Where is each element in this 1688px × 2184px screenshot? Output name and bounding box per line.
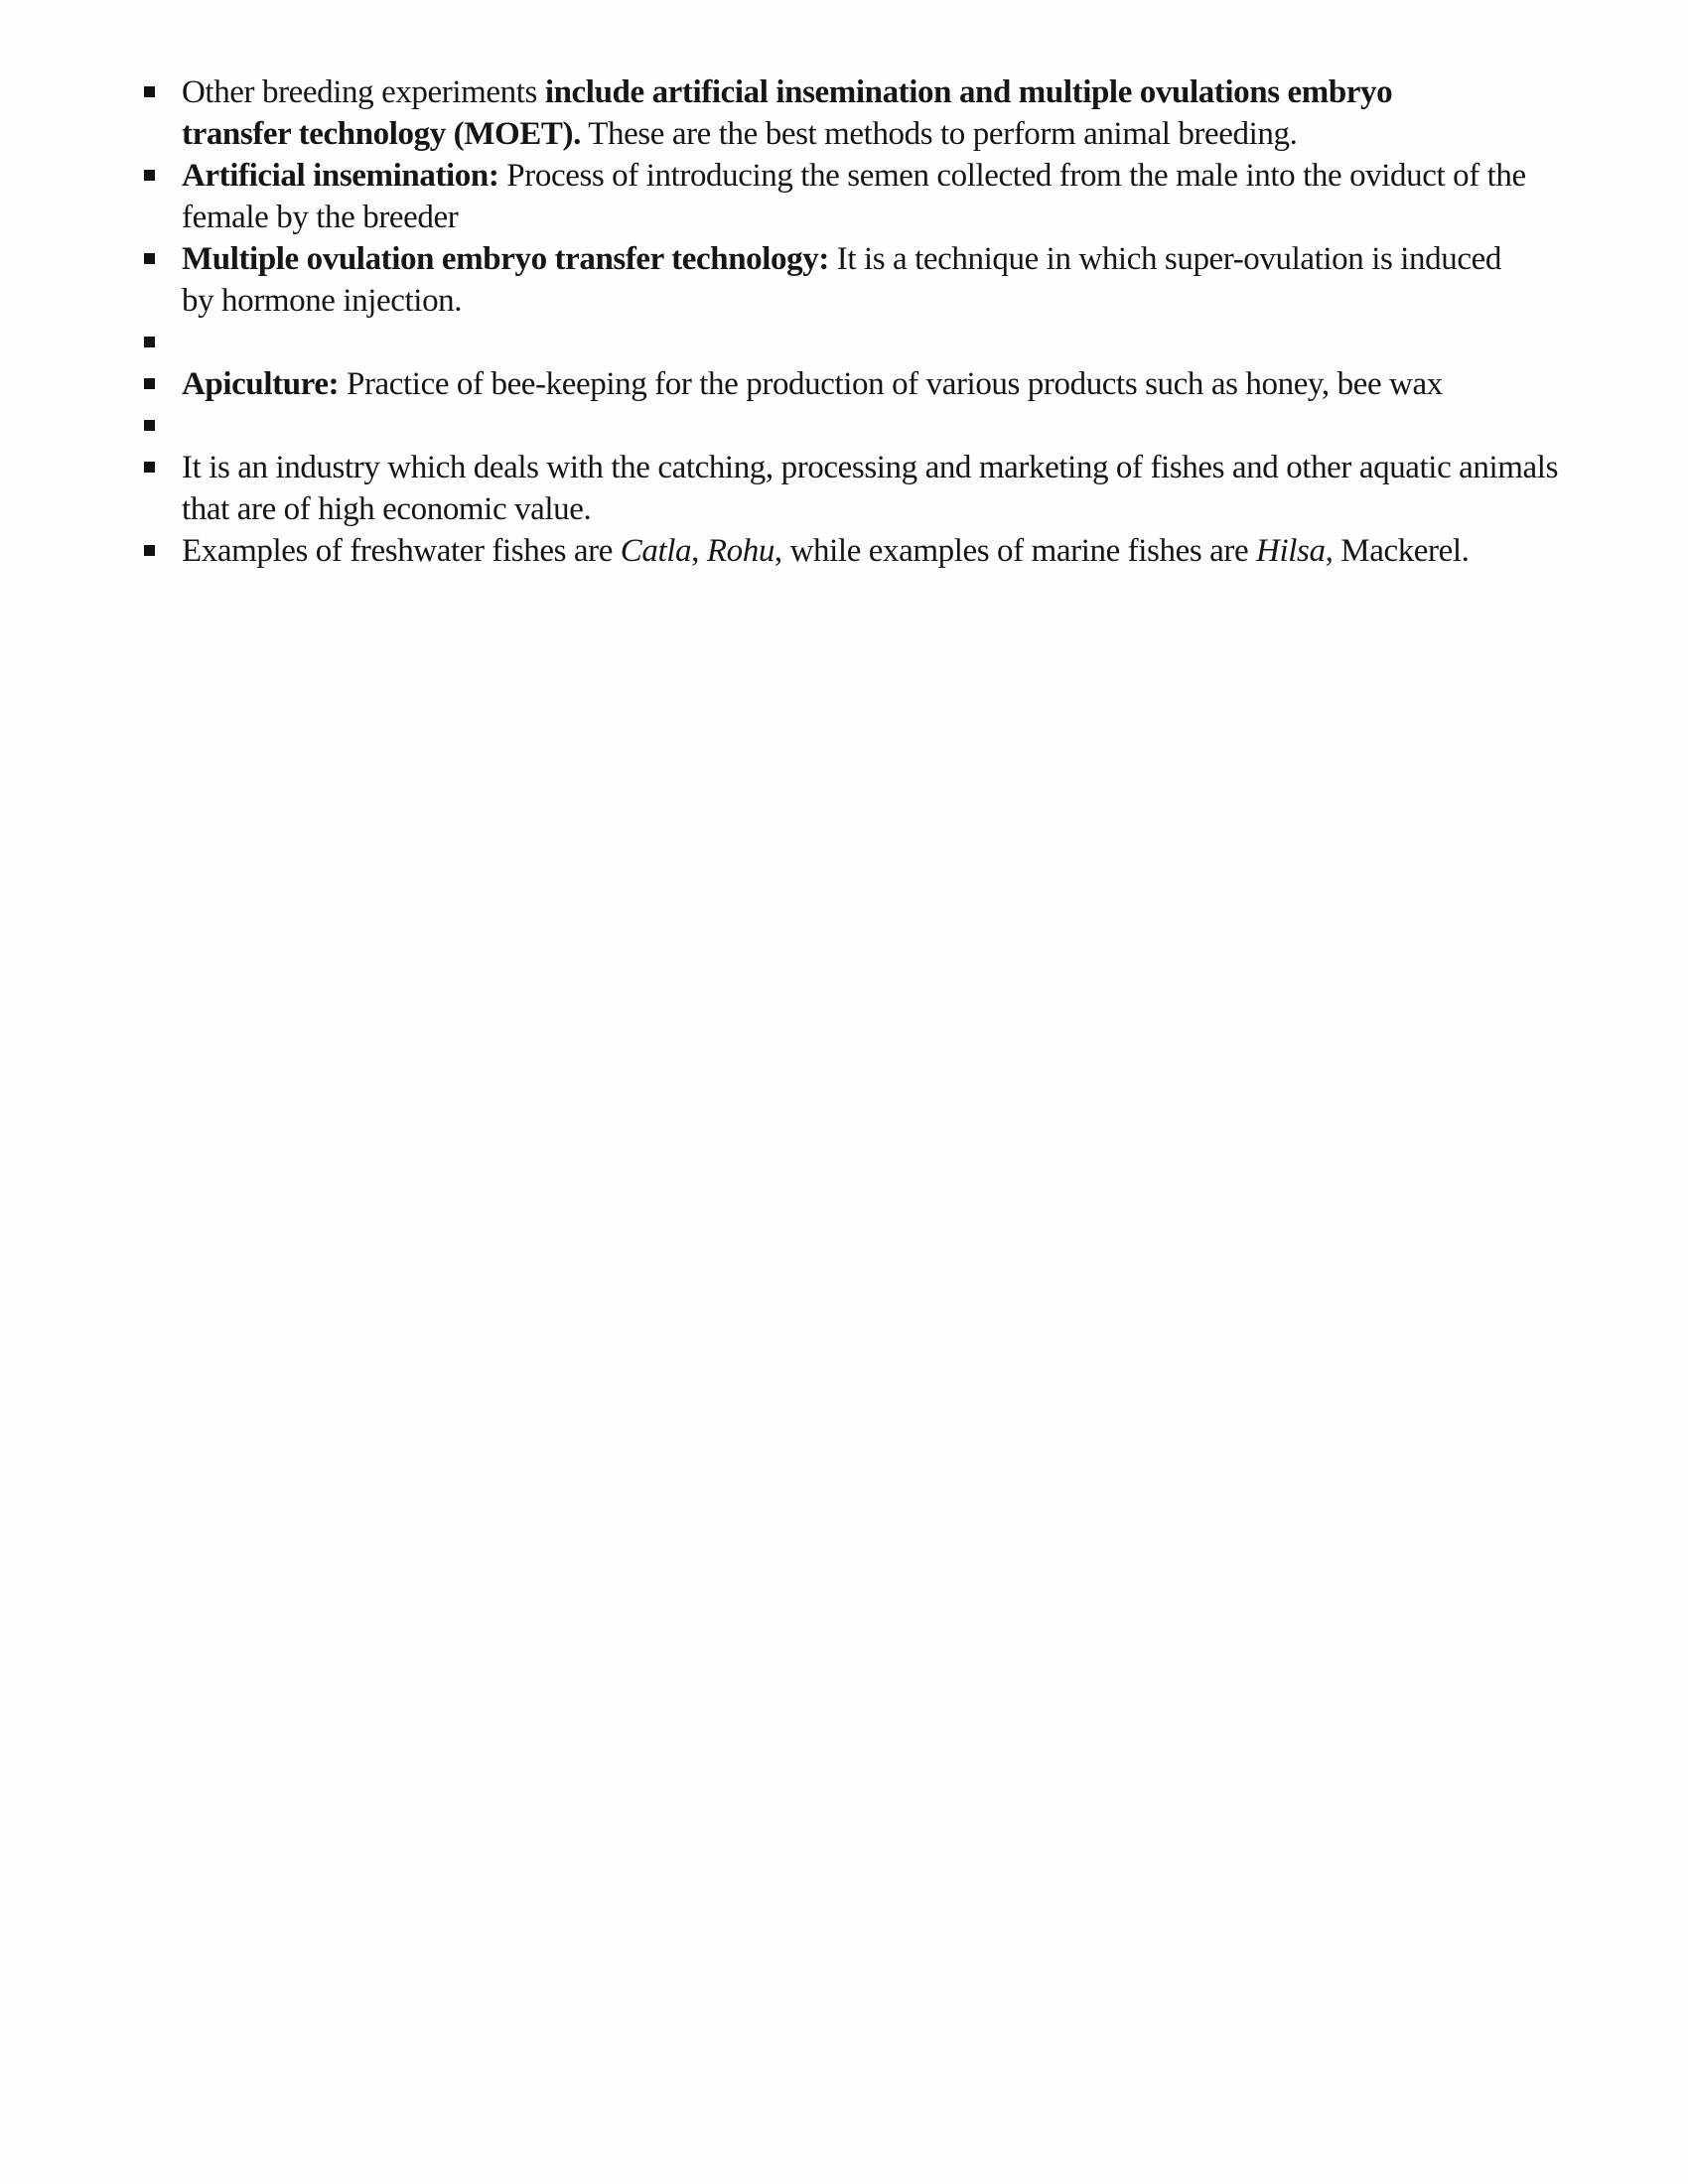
list-item [144,322,1633,363]
text-run: Apiculture: [182,366,340,402]
bullet-square-icon [144,420,155,431]
bullet-square-icon [144,545,155,556]
text-run: transfer technology (MOET). [182,116,581,152]
bullet-square-icon [144,170,155,181]
text-run: by hormone injection. [182,283,463,319]
text-run: Artificial insemination: [182,158,499,194]
bullet-square-icon [144,462,155,473]
text-run: , [691,533,707,569]
bullet-square-icon [144,86,155,97]
bullet-text [182,530,1470,572]
text-run: These are the best methods to perform animal breeding. [580,116,1298,152]
text-run: Catla [620,533,692,569]
bullet-text [182,71,1392,155]
text-run: Hilsa [1256,533,1326,569]
text-run: Examples of freshwater fishes are [182,533,621,569]
list-item [144,363,1633,405]
text-run: Process of introducing the semen collected from the male into the oviduct of the [498,158,1526,194]
bullet-text [182,447,1558,530]
list-item [144,447,1633,530]
list-item [144,71,1633,155]
bullet-list [144,71,1633,572]
text-run: Other breeding experiments [182,74,545,110]
list-item [144,155,1633,238]
bullet-text [182,363,1443,405]
list-item [144,530,1633,572]
text-run: It is a technique in which super-ovulation is induced [828,241,1501,277]
bullet-text [182,155,1526,238]
text-run: It is an industry which deals with the catching, processing and marketing of fishes and other aquatic animals [182,450,1559,485]
text-run: female by the breeder [182,200,459,235]
text-run: include artificial insemination and multiple ovulations embryo [544,74,1393,110]
bullet-square-icon [144,378,155,389]
text-run: , while examples of marine fishes are [774,533,1257,569]
text-run: that are of high economic value. [182,491,592,527]
text-run: Rohu [706,533,774,569]
bullet-square-icon [144,337,155,347]
text-run: , Mackerel. [1325,533,1470,569]
bullet-text [182,238,1501,322]
bullet-square-icon [144,253,155,264]
list-item [144,238,1633,322]
text-run: Practice of bee-keeping for the production of various products such as honey, bee wax [339,366,1443,402]
list-item [144,405,1633,447]
text-run: Multiple ovulation embryo transfer technology: [182,241,829,277]
